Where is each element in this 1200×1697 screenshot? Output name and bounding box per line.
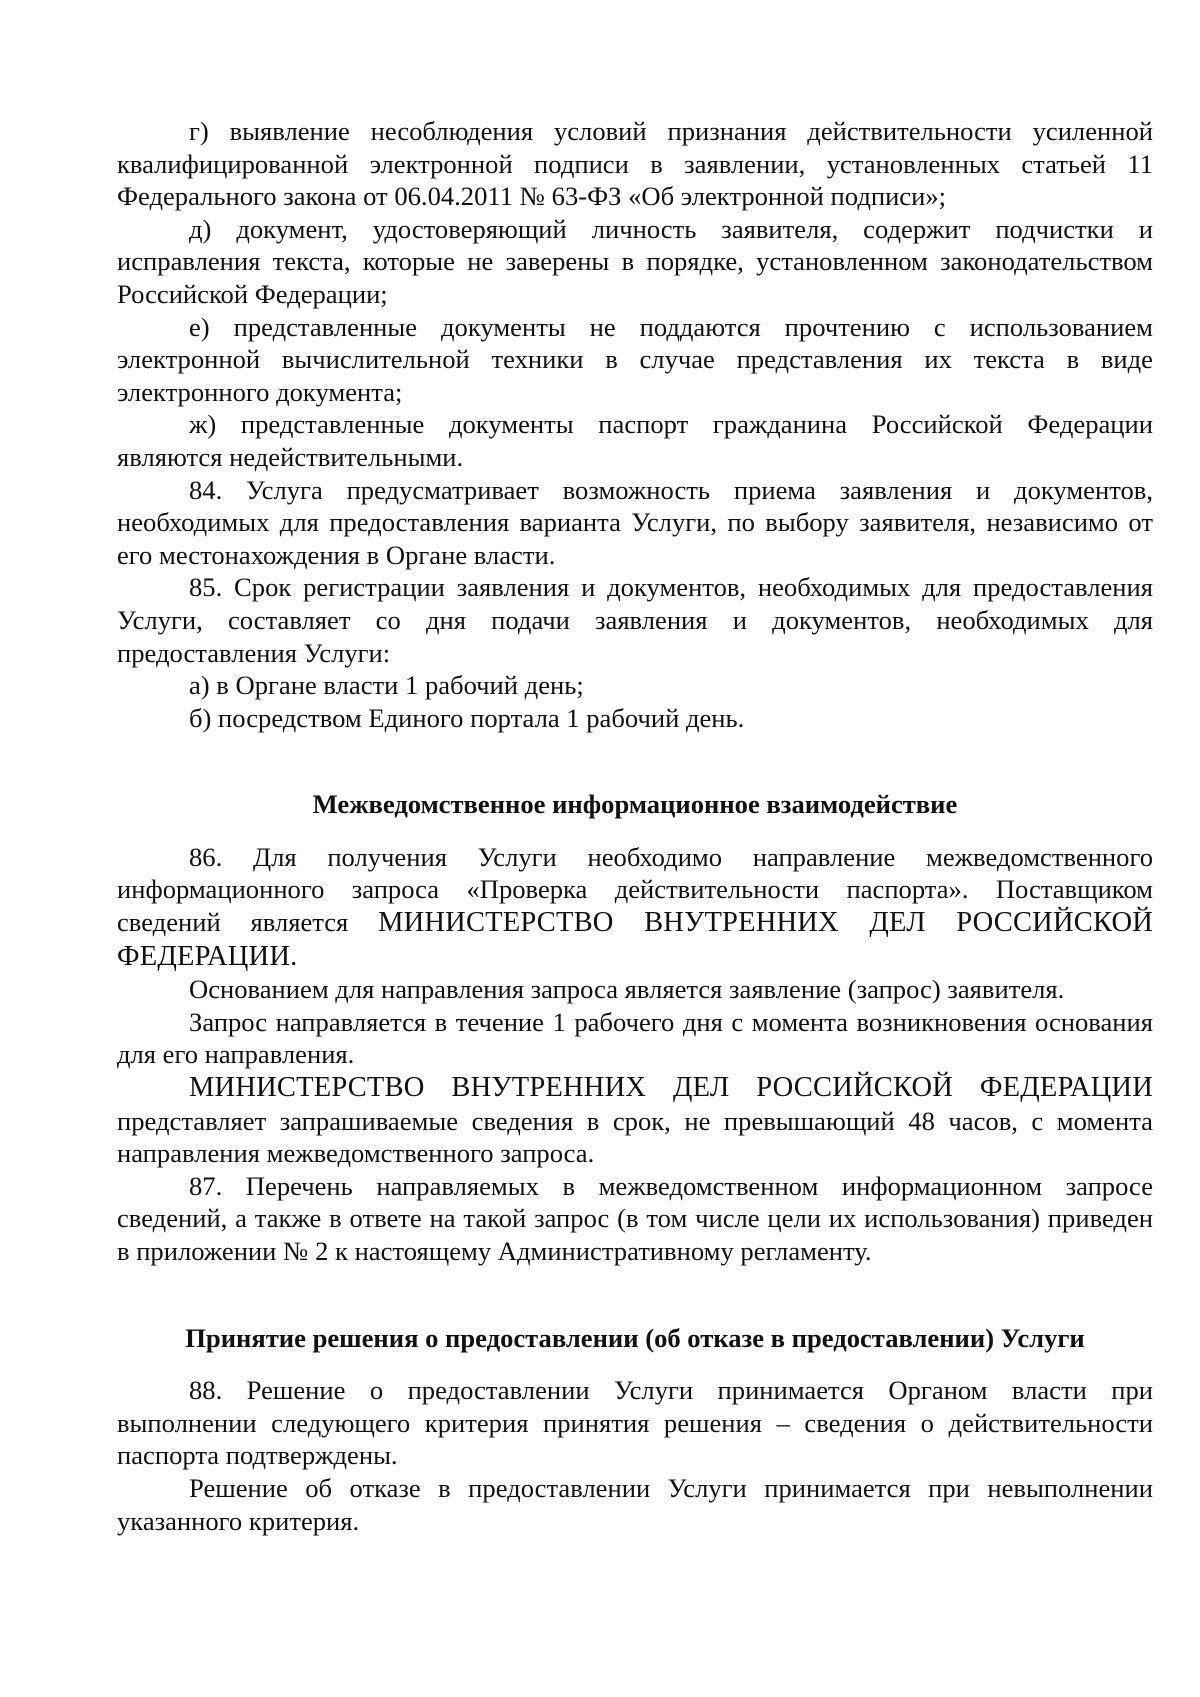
document-page: [117, 115, 1153, 1537]
paragraph-ministry-response: [117, 1071, 1153, 1170]
paragraph-refusal: Решение об отказе в предоставлении Услуги принимается при невыполнении указанного критерия.: [117, 1472, 1153, 1536]
paragraph-86-text: 86. Для получения Услуги необходимо направление межведомственного информационного запроса «Проверка действительности паспорта». Поставщиком сведений является: [117, 841, 1153, 938]
paragraph-request-timing: Запрос направляется в течение 1 рабочего дня с момента возникновения основания для его направления.: [117, 1006, 1153, 1070]
spacer: [117, 821, 1153, 841]
spacer: [117, 1268, 1153, 1322]
paragraph-85: 85. Срок регистрации заявления и документов, необходимых для предоставления Услуги, составляет со дня подачи заявления и документов, необходимых для предоставления Услуги:: [117, 572, 1153, 668]
paragraph-85-b: б) посредством Единого портала 1 рабочий день.: [189, 702, 745, 733]
paragraph-basis: Основанием для направления запроса является заявление (запрос) заявителя.: [189, 974, 1065, 1005]
ministry-name: МИНИСТЕРСТВО ВНУТРЕННИХ ДЕЛ РОССИЙСКОЙ ФЕДЕРАЦИИ: [189, 1072, 1153, 1104]
section-heading-decision: Принятие решения о предоставлении (об отказе в предоставлении) Услуги: [185, 1322, 1085, 1353]
paragraph-85-a: а) в Органе власти 1 рабочий день;: [189, 670, 584, 701]
ministry-response-text: представляет запрашиваемые сведения в срок, не превышающий 48 часов, с момента направления межведомственного запроса.: [117, 1105, 1153, 1169]
section-heading-interagency: Межведомственное информационное взаимодействие: [312, 789, 958, 820]
paragraph-88: 88. Решение о предоставлении Услуги принимается Органом власти при выполнении следующего критерия принятия решения – сведения о действительности паспорта подтверждены.: [117, 1375, 1153, 1471]
paragraph-86-ministry: МИНИСТЕРСТВО ВНУТРЕННИХ ДЕЛ РОССИЙСКОЙ ФЕДЕРАЦИИ.: [117, 907, 1154, 972]
paragraph-84: 84. Услуга предусматривает возможность приема заявления и документов, необходимых для предоставления варианта Услуги, по выбору заявителя, независимо от его местонахождения в Органе власти.: [117, 474, 1153, 570]
paragraph-87: 87. Перечень направляемых в межведомственном информационном запросе сведений, а также в ответе на такой запрос (в том числе цели их использования) приведен в приложении № 2 к настоящему Административному регламенту.: [117, 1170, 1153, 1266]
paragraph-d: д) документ, удостоверяющий личность заявителя, содержит подчистки и исправления текста, которые не заверены в порядке, установленном законодательством Российской Федерации;: [117, 213, 1153, 309]
paragraph-86: [117, 841, 1153, 973]
spacer: [117, 1354, 1153, 1374]
paragraph-g: г) выявление несоблюдения условий признания действительности усиленной квалифицированной электронной подписи в заявлении, установленных статьей 11 Федерального закона от 06.04.2011 № 63-ФЗ «Об электронной подписи»;: [117, 116, 1153, 212]
spacer: [117, 734, 1153, 788]
paragraph-zh: ж) представленные документы паспорт гражданина Российской Федерации являются недействительными.: [117, 409, 1153, 472]
paragraph-e: е) представленные документы не поддаются прочтению с использованием электронной вычислительной техники в случае представления их текста в виде электронного документа;: [117, 311, 1153, 407]
